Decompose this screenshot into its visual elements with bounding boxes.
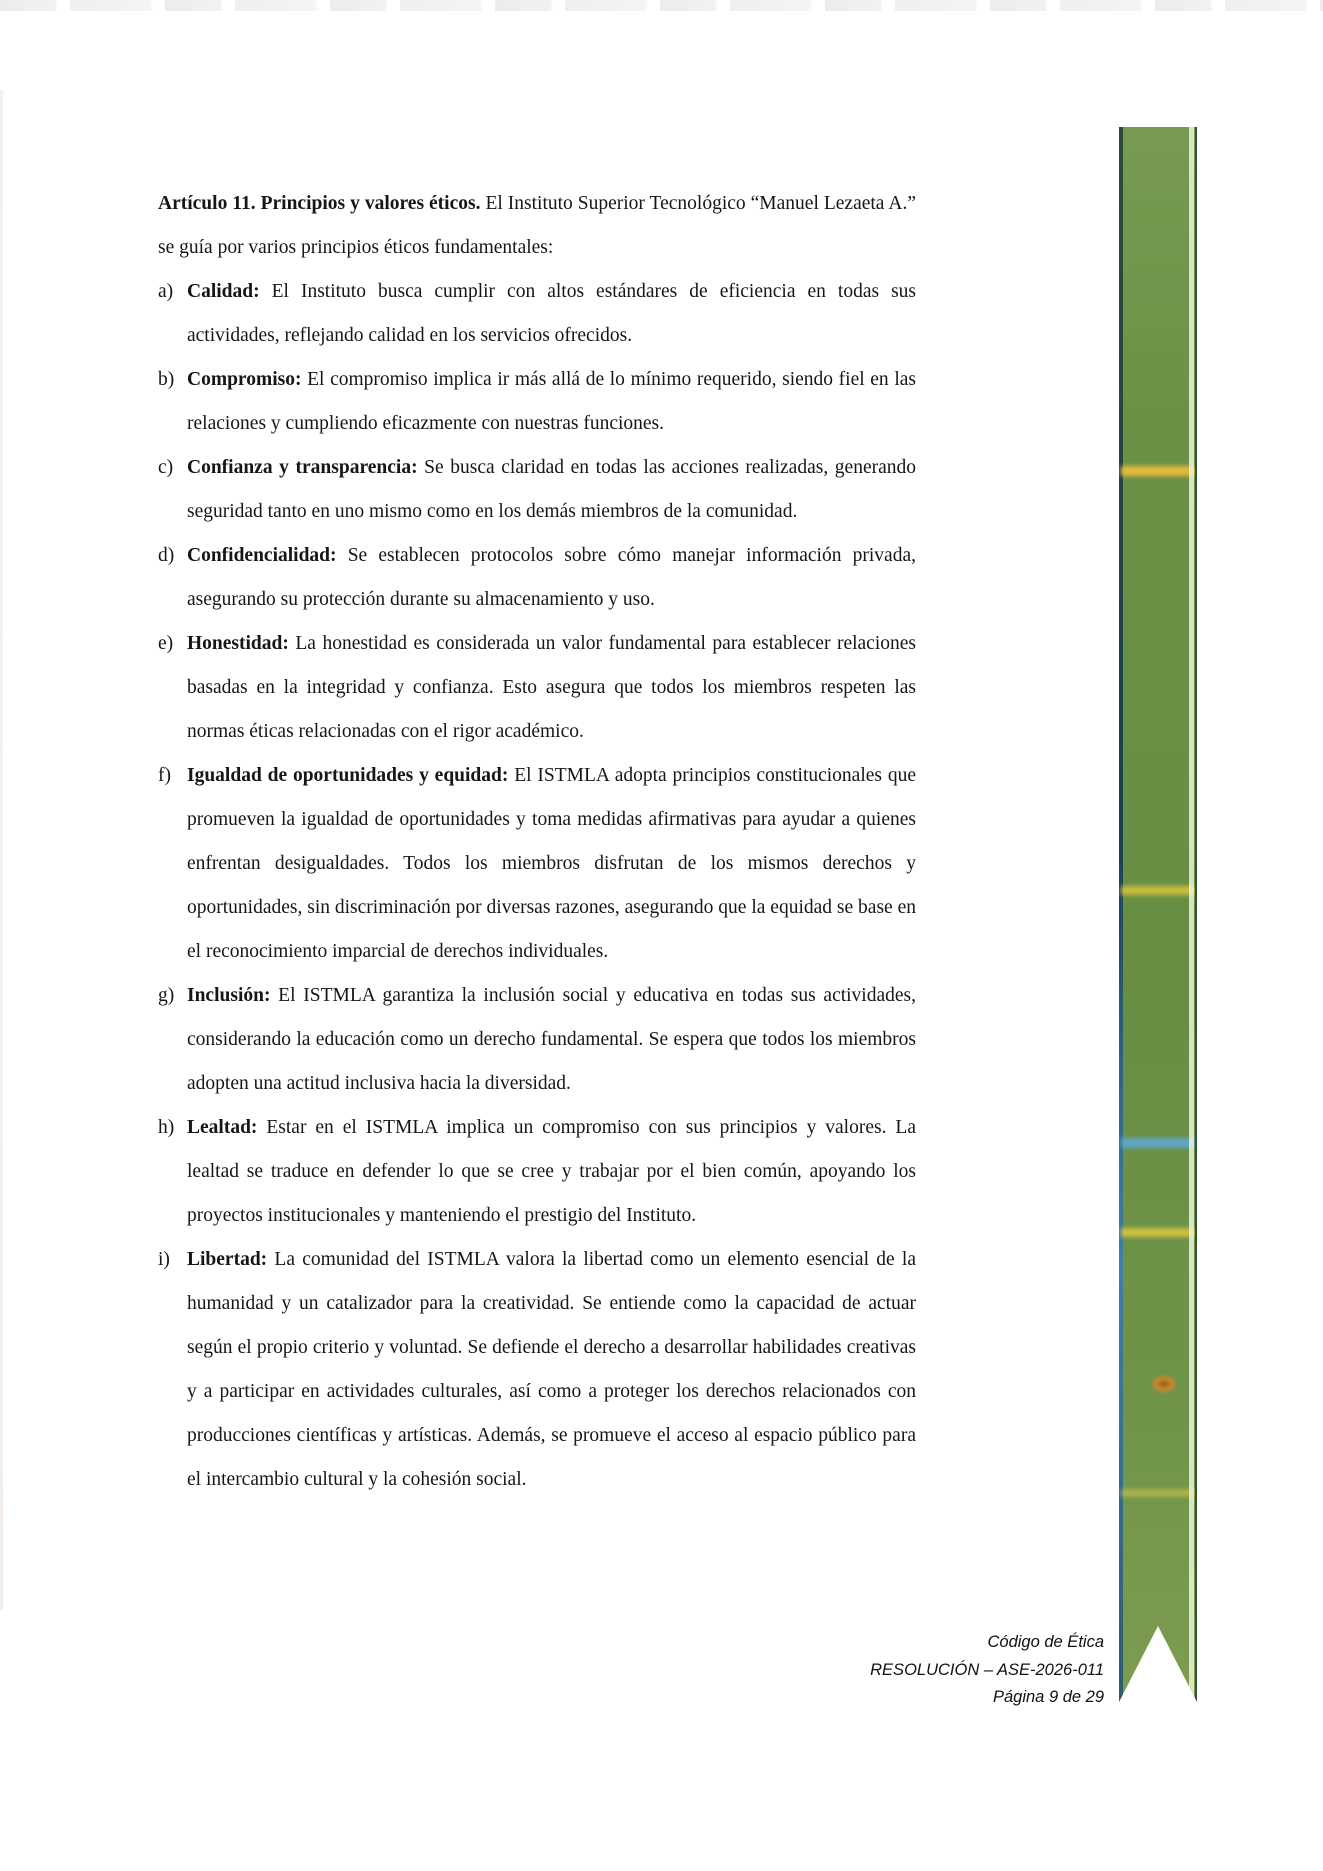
item-term: Calidad:: [187, 281, 260, 302]
top-scan-artifact: [0, 0, 1323, 11]
ribbon-right-edge: [1195, 127, 1197, 1702]
item-letter: i): [158, 1249, 170, 1270]
item-text: El ISTMLA adopta principios constitucionales que promueven la igualdad de oportunidades y toma medidas afirmativas para ayudar a quienes enfrentan desigualdades. Todos los miembros disfrutan de los mismos derechos y oportunidades, sin discriminación por diversas razones, asegurando que la equidad se base en el reconocimiento imparcial de derechos individuales.: [187, 765, 916, 962]
ribbon-left-edge: [1119, 127, 1123, 1702]
item-term: Confianza y transparencia:: [187, 457, 418, 478]
item-term: Inclusión:: [187, 985, 271, 1006]
ribbon-band-yellow: [1121, 1228, 1195, 1237]
item-letter: g): [158, 985, 175, 1006]
list-item: [158, 754, 916, 974]
article-title: Artículo 11. Principios y valores éticos.: [158, 193, 481, 214]
ribbon-band-yellow-faint: [1121, 1489, 1195, 1497]
item-term: Libertad:: [187, 1249, 268, 1270]
article-title-paragraph: [158, 182, 916, 270]
ribbon-band-yellow: [1121, 886, 1195, 895]
list-item: [158, 1106, 916, 1238]
item-text: El compromiso implica ir más allá de lo mínimo requerido, siendo fiel en las relaciones y cumpliendo eficazmente con nuestras funciones.: [187, 369, 916, 434]
bookmark-ribbon: [1119, 127, 1197, 1702]
item-text: El ISTMLA garantiza la inclusión social y educativa en todas sus actividades, considerando la educación como un derecho fundamental. Se espera que todos los miembros adopten una actitud inclusiva hacia la diversidad.: [187, 985, 916, 1094]
item-text: La honestidad es considerada un valor fundamental para establecer relaciones basadas en la integridad y confianza. Esto asegura que todos los miembros respeten las normas éticas relacionadas con el rigor académico.: [187, 633, 916, 742]
item-text: Estar en el ISTMLA implica un compromiso con sus principios y valores. La lealtad se traduce en defender lo que se cree y trabajar por el bien común, apoyando los proyectos institucionales y manteniendo el prestigio del Instituto.: [187, 1117, 916, 1226]
item-term: Compromiso:: [187, 369, 302, 390]
list-item: [158, 534, 916, 622]
item-letter: d): [158, 545, 175, 566]
list-item: [158, 358, 916, 446]
article-title-rest: El Instituto Superior Tecnológico “Manuel Lezaeta A.” se guía por varios principios éticos fundamentales:: [158, 193, 916, 258]
footer-resolution: RESOLUCIÓN – ASE-2026-011: [870, 1660, 1104, 1679]
list-item: [158, 270, 916, 358]
item-term: Honestidad:: [187, 633, 289, 654]
list-item: [158, 622, 916, 754]
item-letter: b): [158, 369, 175, 390]
item-text: La comunidad del ISTMLA valora la libertad como un elemento esencial de la humanidad y un catalizador para la creatividad. Se entiende como la capacidad de actuar según el propio criterio y voluntad. Se defiende el derecho a desarrollar habilidades creativas y a participar en actividades culturales, así como a proteger los derechos relacionados con producciones científicas y artísticas. Además, se promueve el acceso al espacio público para el intercambio cultural y la cohesión social.: [187, 1249, 916, 1490]
item-letter: c): [158, 457, 174, 478]
item-letter: h): [158, 1117, 175, 1138]
item-letter: e): [158, 633, 174, 654]
item-term: Igualdad de oportunidades y equidad:: [187, 765, 509, 786]
ribbon-orange-spot: [1151, 1375, 1177, 1393]
page-footer: [684, 1629, 1104, 1712]
item-text: Se establecen protocolos sobre cómo manejar información privada, asegurando su protección durante su almacenamiento y uso.: [187, 545, 916, 610]
item-text: Se busca claridad en todas las acciones realizadas, generando seguridad tanto en uno mismo como en los demás miembros de la comunidad.: [187, 457, 916, 522]
ribbon-highlight-edge: [1189, 127, 1194, 1702]
footer-doc-title: Código de Ética: [987, 1633, 1104, 1651]
ribbon-band-orange-yellow: [1121, 466, 1195, 476]
item-letter: a): [158, 281, 174, 302]
item-letter: f): [158, 765, 171, 786]
document-body: [158, 182, 916, 1502]
left-scan-artifact: [0, 90, 3, 1610]
item-term: Lealtad:: [187, 1117, 258, 1138]
footer-page-number: Página 9 de 29: [992, 1688, 1104, 1706]
item-text: El Instituto busca cumplir con altos estándares de eficiencia en todas sus actividades, reflejando calidad en los servicios ofrecidos.: [187, 281, 916, 346]
list-item: [158, 1238, 916, 1502]
list-item: [158, 446, 916, 534]
ribbon-band-blue: [1121, 1138, 1195, 1148]
list-item: [158, 974, 916, 1106]
item-term: Confidencialidad:: [187, 545, 337, 566]
